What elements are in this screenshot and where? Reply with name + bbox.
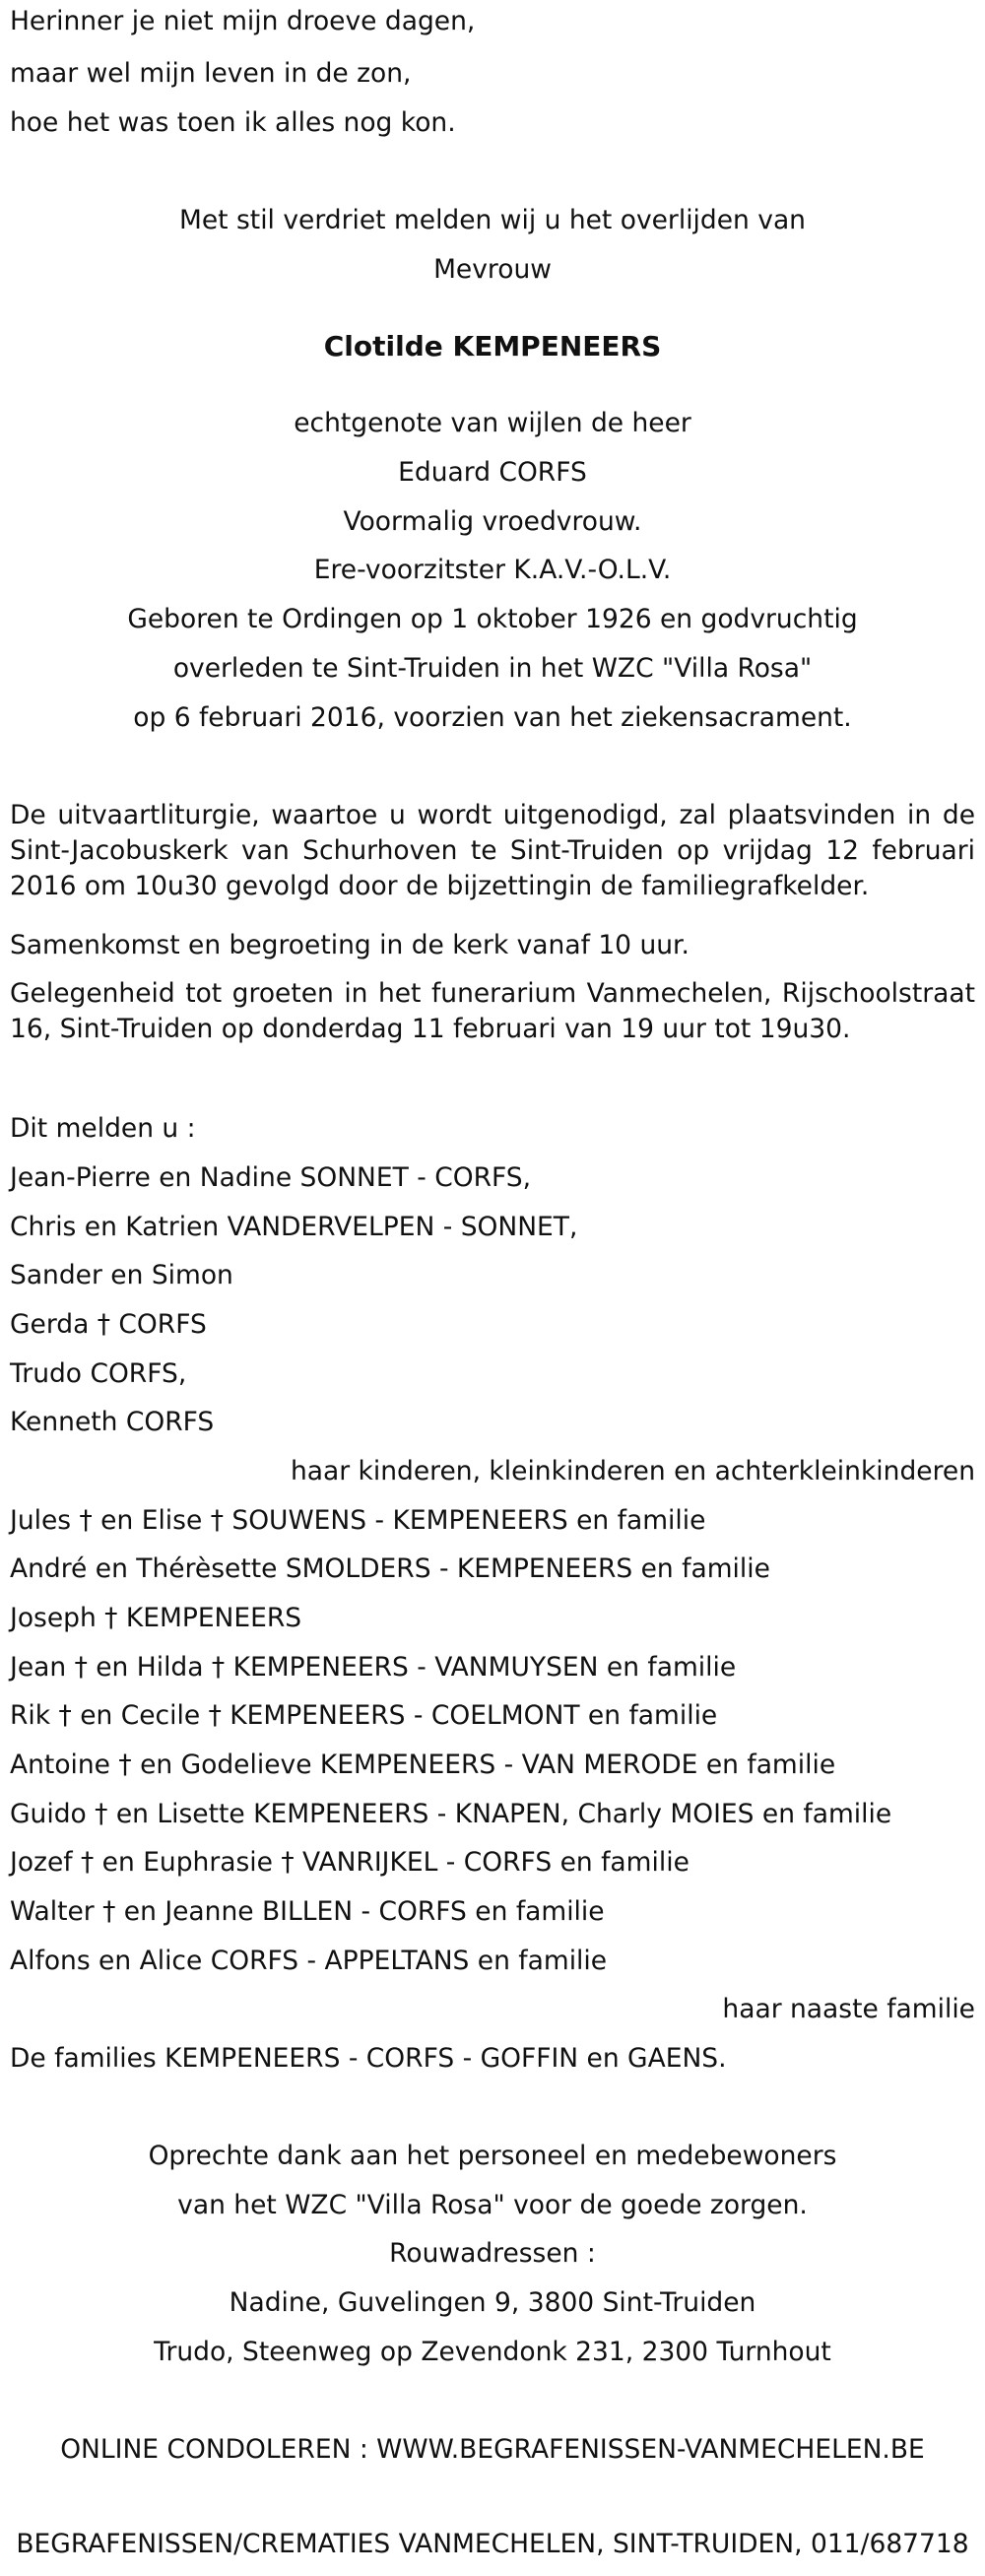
funeral-home-footer: BEGRAFENISSEN/CREMATIES VANMECHELEN, SINT-TRUIDEN, 011/687718 (16, 2529, 969, 2559)
poem-line: maar wel mijn leven in de zon, (10, 58, 412, 89)
family-member: Jean † en Hilda † KEMPENEERS - VANMUYSEN en familie (10, 1652, 737, 1683)
gathering-line: Samenkomst en begroeting in de kerk vanaf 10 uur. (10, 930, 690, 960)
announcement-title: Mevrouw (433, 254, 552, 285)
spouse-intro: echtgenote van wijlen de heer (294, 408, 691, 438)
families-line: De families KEMPENEERS - CORFS - GOFFIN en GAENS. (10, 2043, 727, 2074)
siblings-caption: haar naaste familie (722, 1994, 975, 2024)
family-member: Walter † en Jeanne BILLEN - CORFS en familie (10, 1896, 605, 1927)
family-member: Trudo CORFS, (10, 1358, 187, 1389)
thanks-line: Oprechte dank aan het personeel en medebewoners (148, 2141, 837, 2171)
profession: Voormalig vroedvrouw. (343, 506, 642, 537)
death-date-line: op 6 februari 2016, voorzien van het ziekensacrament. (133, 702, 852, 733)
deceased-name: Clotilde KEMPENEERS (323, 330, 662, 363)
function: Ere-voorzitster K.A.V.-O.L.V. (313, 555, 672, 585)
family-member: Jean-Pierre en Nadine SONNET - CORFS, (10, 1162, 532, 1193)
poem-line: Herinner je niet mijn droeve dagen, (10, 6, 476, 36)
family-member: Jules † en Elise † SOUWENS - KEMPENEERS en familie (10, 1505, 706, 1536)
family-member: Rik † en Cecile † KEMPENEERS - COELMONT en familie (10, 1700, 718, 1731)
online-condolences-link[interactable]: ONLINE CONDOLEREN : WWW.BEGRAFENISSEN-VANMECHELEN.BE (60, 2434, 925, 2465)
family-member: Kenneth CORFS (10, 1407, 215, 1437)
family-member: Antoine † en Godelieve KEMPENEERS - VAN MERODE en familie (10, 1750, 836, 1780)
family-member: Gerda † CORFS (10, 1309, 207, 1340)
birth-line: Geboren te Ordingen op 1 oktober 1926 en godvruchtig (127, 604, 858, 634)
liturgy-paragraph: De uitvaartliturgie, waartoe u wordt uitgenodigd, zal plaatsvinden in de Sint-Jacobuskerk van Schurhoven te Sint-Truiden op vrijdag 12 februari 2016 om 10u30 gevolgd door de bijzettingin de familiegrafkelder. (10, 800, 975, 901)
death-line: overleden te Sint-Truiden in het WZC "Villa Rosa" (172, 653, 813, 684)
family-member: Sander en Simon (10, 1260, 233, 1290)
family-intro: Dit melden u : (10, 1113, 196, 1144)
family-member: Alfons en Alice CORFS - APPELTANS en familie (10, 1946, 608, 1976)
poem-line: hoe het was toen ik alles nog kon. (10, 107, 456, 138)
family-member: Guido † en Lisette KEMPENEERS - KNAPEN, Charly MOIES en familie (10, 1799, 892, 1829)
address-title: Rouwadressen : (389, 2238, 596, 2269)
address-line: Trudo, Steenweg op Zevendonk 231, 2300 Turnhout (154, 2337, 831, 2367)
spouse-name: Eduard CORFS (398, 457, 587, 488)
children-caption: haar kinderen, kleinkinderen en achterkleinkinderen (290, 1456, 975, 1486)
family-member: André en Thérèsette SMOLDERS - KEMPENEERS en familie (10, 1553, 770, 1584)
family-member: Jozef † en Euphrasie † VANRIJKEL - CORFS en familie (10, 1847, 690, 1878)
family-member: Joseph † KEMPENEERS (10, 1603, 302, 1633)
address-line: Nadine, Guvelingen 9, 3800 Sint-Truiden (229, 2287, 756, 2318)
family-member: Chris en Katrien VANDERVELPEN - SONNET, (10, 1212, 578, 1242)
thanks-line: van het WZC "Villa Rosa" voor de goede zorgen. (177, 2190, 808, 2220)
viewing-paragraph: Gelegenheid tot groeten in het funerarium Vanmechelen, Rijschoolstraat 16, Sint-Truiden op donderdag 11 februari van 19 uur tot 19u30. (10, 978, 975, 1044)
announcement-intro: Met stil verdriet melden wij u het overlijden van (179, 205, 806, 235)
